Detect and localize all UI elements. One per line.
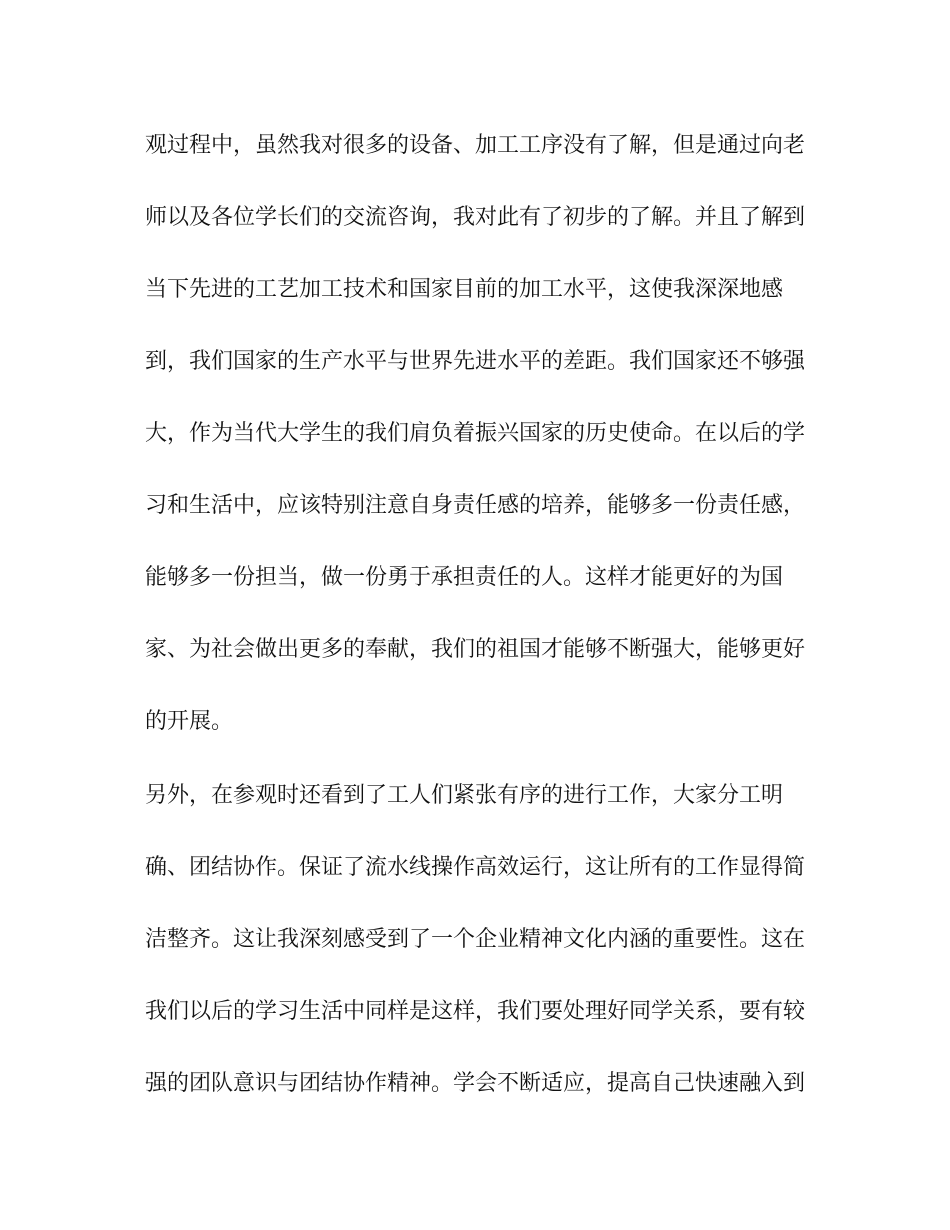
text-line: 的开展。 (145, 709, 234, 734)
text-line: 能够多一份担当，做一份勇于承担责任的人。这样才能更好的为国 (145, 565, 784, 590)
text-line: 师以及各位学长们的交流咨询，我对此有了初步的了解。并且了解到 (145, 205, 806, 230)
text-line: 当下先进的工艺加工技术和国家目前的加工水平，这使我深深地感 (145, 277, 784, 302)
text-line: 大，作为当代大学生的我们肩负着振兴国家的历史使命。在以后的学 (145, 421, 806, 446)
text-line: 另外，在参观时还看到了工人们紧张有序的进行工作，大家分工明 (145, 783, 784, 808)
text-line: 家、为社会做出更多的奉献，我们的祖国才能够不断强大，能够更好 (145, 637, 806, 662)
text-line: 强的团队意识与团结协作精神。学会不断适应，提高自己快速融入到 (145, 1071, 806, 1096)
text-line: 到，我们国家的生产水平与世界先进水平的差距。我们国家还不够强 (145, 349, 806, 374)
text-line: 我们以后的学习生活中同样是这样，我们要处理好同学关系，要有较 (145, 999, 806, 1024)
text-line: 观过程中，虽然我对很多的设备、加工工序没有了解，但是通过向老 (145, 133, 806, 158)
text-line: 习和生活中，应该特别注意自身责任感的培养，能够多一份责任感， (145, 493, 806, 518)
text-line: 洁整齐。这让我深刻感受到了一个企业精神文化内涵的重要性。这在 (145, 927, 806, 952)
text-line: 确、团结协作。保证了流水线操作高效运行，这让所有的工作显得简 (145, 855, 806, 880)
